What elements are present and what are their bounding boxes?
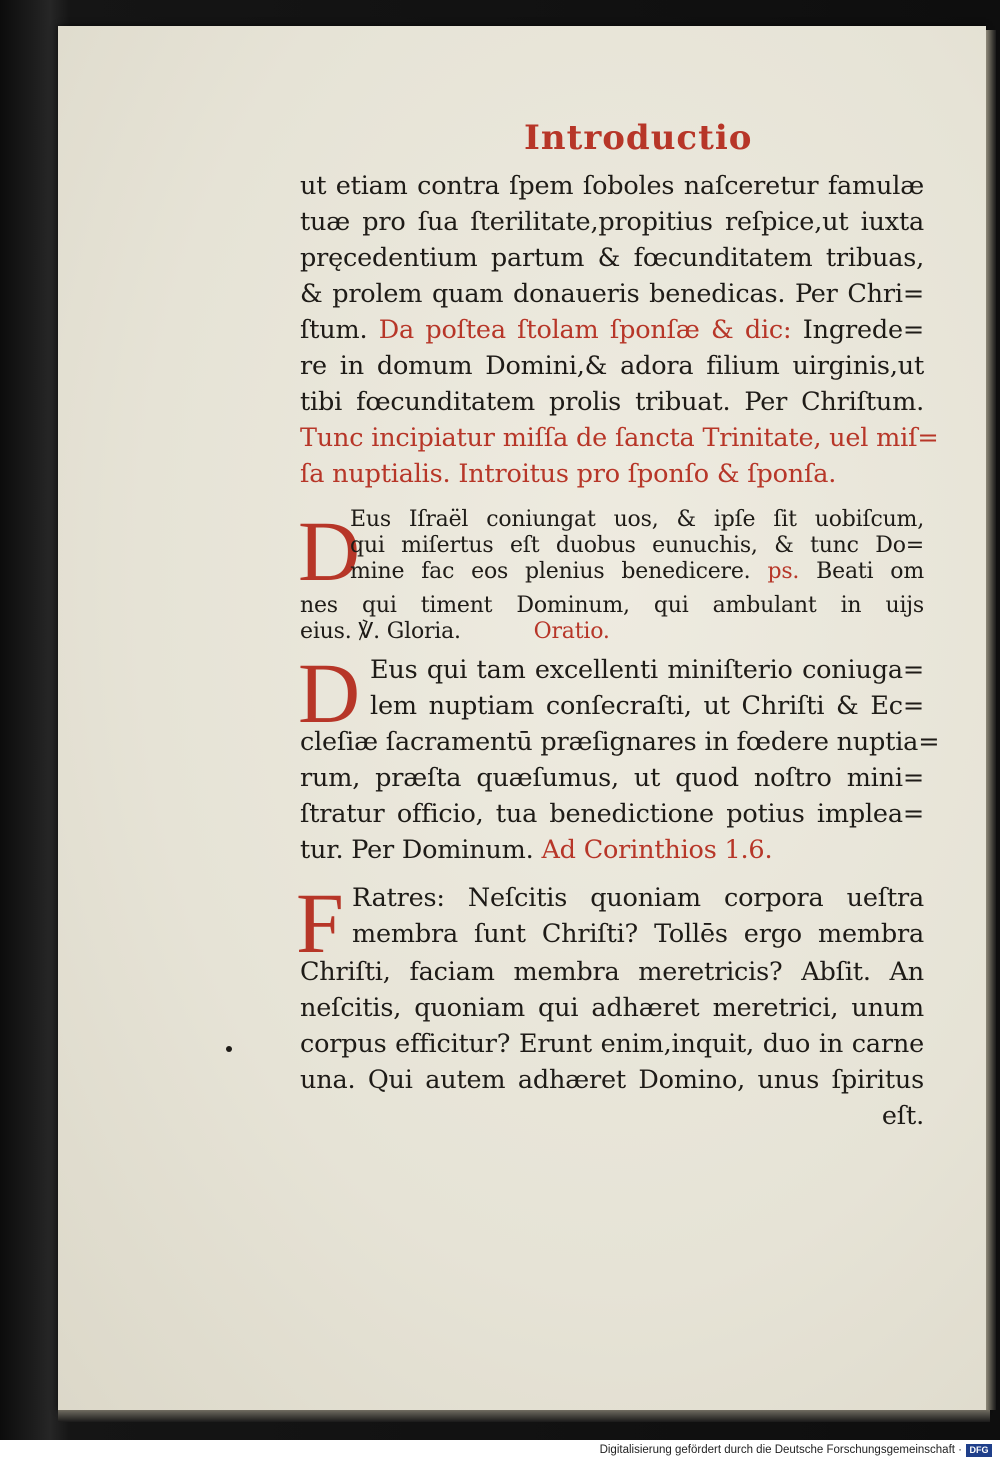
text-line: neſcitis, quoniam qui adhæret meretrici, unum: [300, 993, 924, 1023]
text-line: Ratres: Neſcitis quoniam corpora ueſtra: [352, 883, 924, 913]
text-line-start: mine fac eos plenius benedicere.: [350, 559, 751, 584]
text-line-mixed: [350, 559, 924, 585]
text-block-epistle: [300, 954, 924, 1134]
text-block-oratio-indent: [370, 652, 924, 724]
text-line-start: ſtum.: [300, 315, 368, 345]
text-line-mixed: [300, 619, 924, 645]
text-block-oratio: [300, 724, 940, 868]
dfg-logo[interactable]: DFG: [966, 1444, 992, 1457]
text-block-introit-cont: [300, 593, 924, 645]
text-line: membra ſunt Chriſti? Tollēs ergo membra: [352, 919, 924, 949]
text-line: tibi fœcunditatem prolis tribuat. Per Chriſtum.: [300, 387, 924, 417]
text-line-end: Beati om: [816, 559, 925, 584]
text-line-start: tur. Per Dominum.: [300, 835, 534, 865]
text-line: Eus Iſraël coniungat uos, & ipſe ſit uobiſcum,: [350, 507, 924, 532]
footer-credit: Digitalisierung gefördert durch die Deutsche Forschungsgemeinschaft ·: [599, 1444, 962, 1456]
text-line: tuæ pro ſua ſterilitate,propitius reſpice,ut iuxta: [300, 207, 924, 237]
text-line: una. Qui autem adhæret Domino, unus ſpiritus: [300, 1065, 924, 1095]
running-header-title: Introductio: [524, 118, 753, 158]
text-line: Chriſti, faciam membra meretricis? Abſit. An: [300, 957, 924, 987]
margin-mark: [226, 1046, 232, 1052]
epistle-reference: Ad Corinthios 1.6.: [541, 835, 773, 865]
text-block-introit: [350, 507, 924, 585]
initial-d-oratio: D: [298, 645, 361, 741]
text-line: ut etiam contra ſpem ſoboles naſceretur famulæ: [300, 171, 924, 201]
text-block-opening: [300, 168, 939, 492]
text-line: lem nuptiam conſecraſti, ut Chriſti & Ec=: [370, 691, 924, 721]
rubric-stole: Da poſtea ſtolam ſponſæ & dic:: [378, 315, 792, 345]
text-line: rum, præſta quæſumus, ut quod noſtro mini=: [300, 763, 924, 793]
initial-d-introit: D: [298, 503, 361, 599]
text-line: re in domum Domini,& adora filium uirginis,ut: [300, 351, 924, 381]
rubric-line: ſa nuptialis. Introitus pro ſponſo & ſponſa.: [300, 459, 837, 489]
psalm-label: ps.: [767, 559, 800, 584]
text-line-end: Ingrede=: [802, 315, 925, 345]
text-line: Eus qui tam excellenti miniſterio coniuga=: [370, 655, 924, 685]
text-line: eſt.: [881, 1101, 924, 1131]
initial-f-epistle: F: [296, 875, 344, 971]
text-line: nes qui timent Dominum, qui ambulant in uijs: [300, 593, 924, 618]
page-edge-bottom: [58, 1410, 990, 1422]
text-block-epistle-indent: [352, 880, 924, 952]
text-line-mixed: [300, 832, 924, 868]
text-line-start: eius. ℣. Gloria.: [300, 619, 461, 644]
text-line: & prolem quam donaueris benedicas. Per Chri=: [300, 279, 924, 309]
text-line: pręcedentium partum & fœcunditatem tribuas,: [300, 243, 924, 273]
rubric-line: Tunc incipiatur miſſa de ſancta Trinitate, uel miſ=: [300, 423, 939, 453]
text-line-mixed: [300, 312, 924, 348]
text-line: qui miſertus eſt duobus eunuchis, & tunc Do=: [350, 533, 924, 558]
text-line: cleſiæ ſacramentū præſignares in fœdere nuptia=: [300, 727, 940, 757]
oratio-label: Oratio.: [533, 619, 610, 644]
page-edge-right: [986, 30, 996, 1410]
text-line: corpus efficitur? Erunt enim,inquit, duo in carne: [300, 1029, 924, 1059]
text-line: ſtratur officio, tua benedictione potius implea=: [300, 799, 924, 829]
